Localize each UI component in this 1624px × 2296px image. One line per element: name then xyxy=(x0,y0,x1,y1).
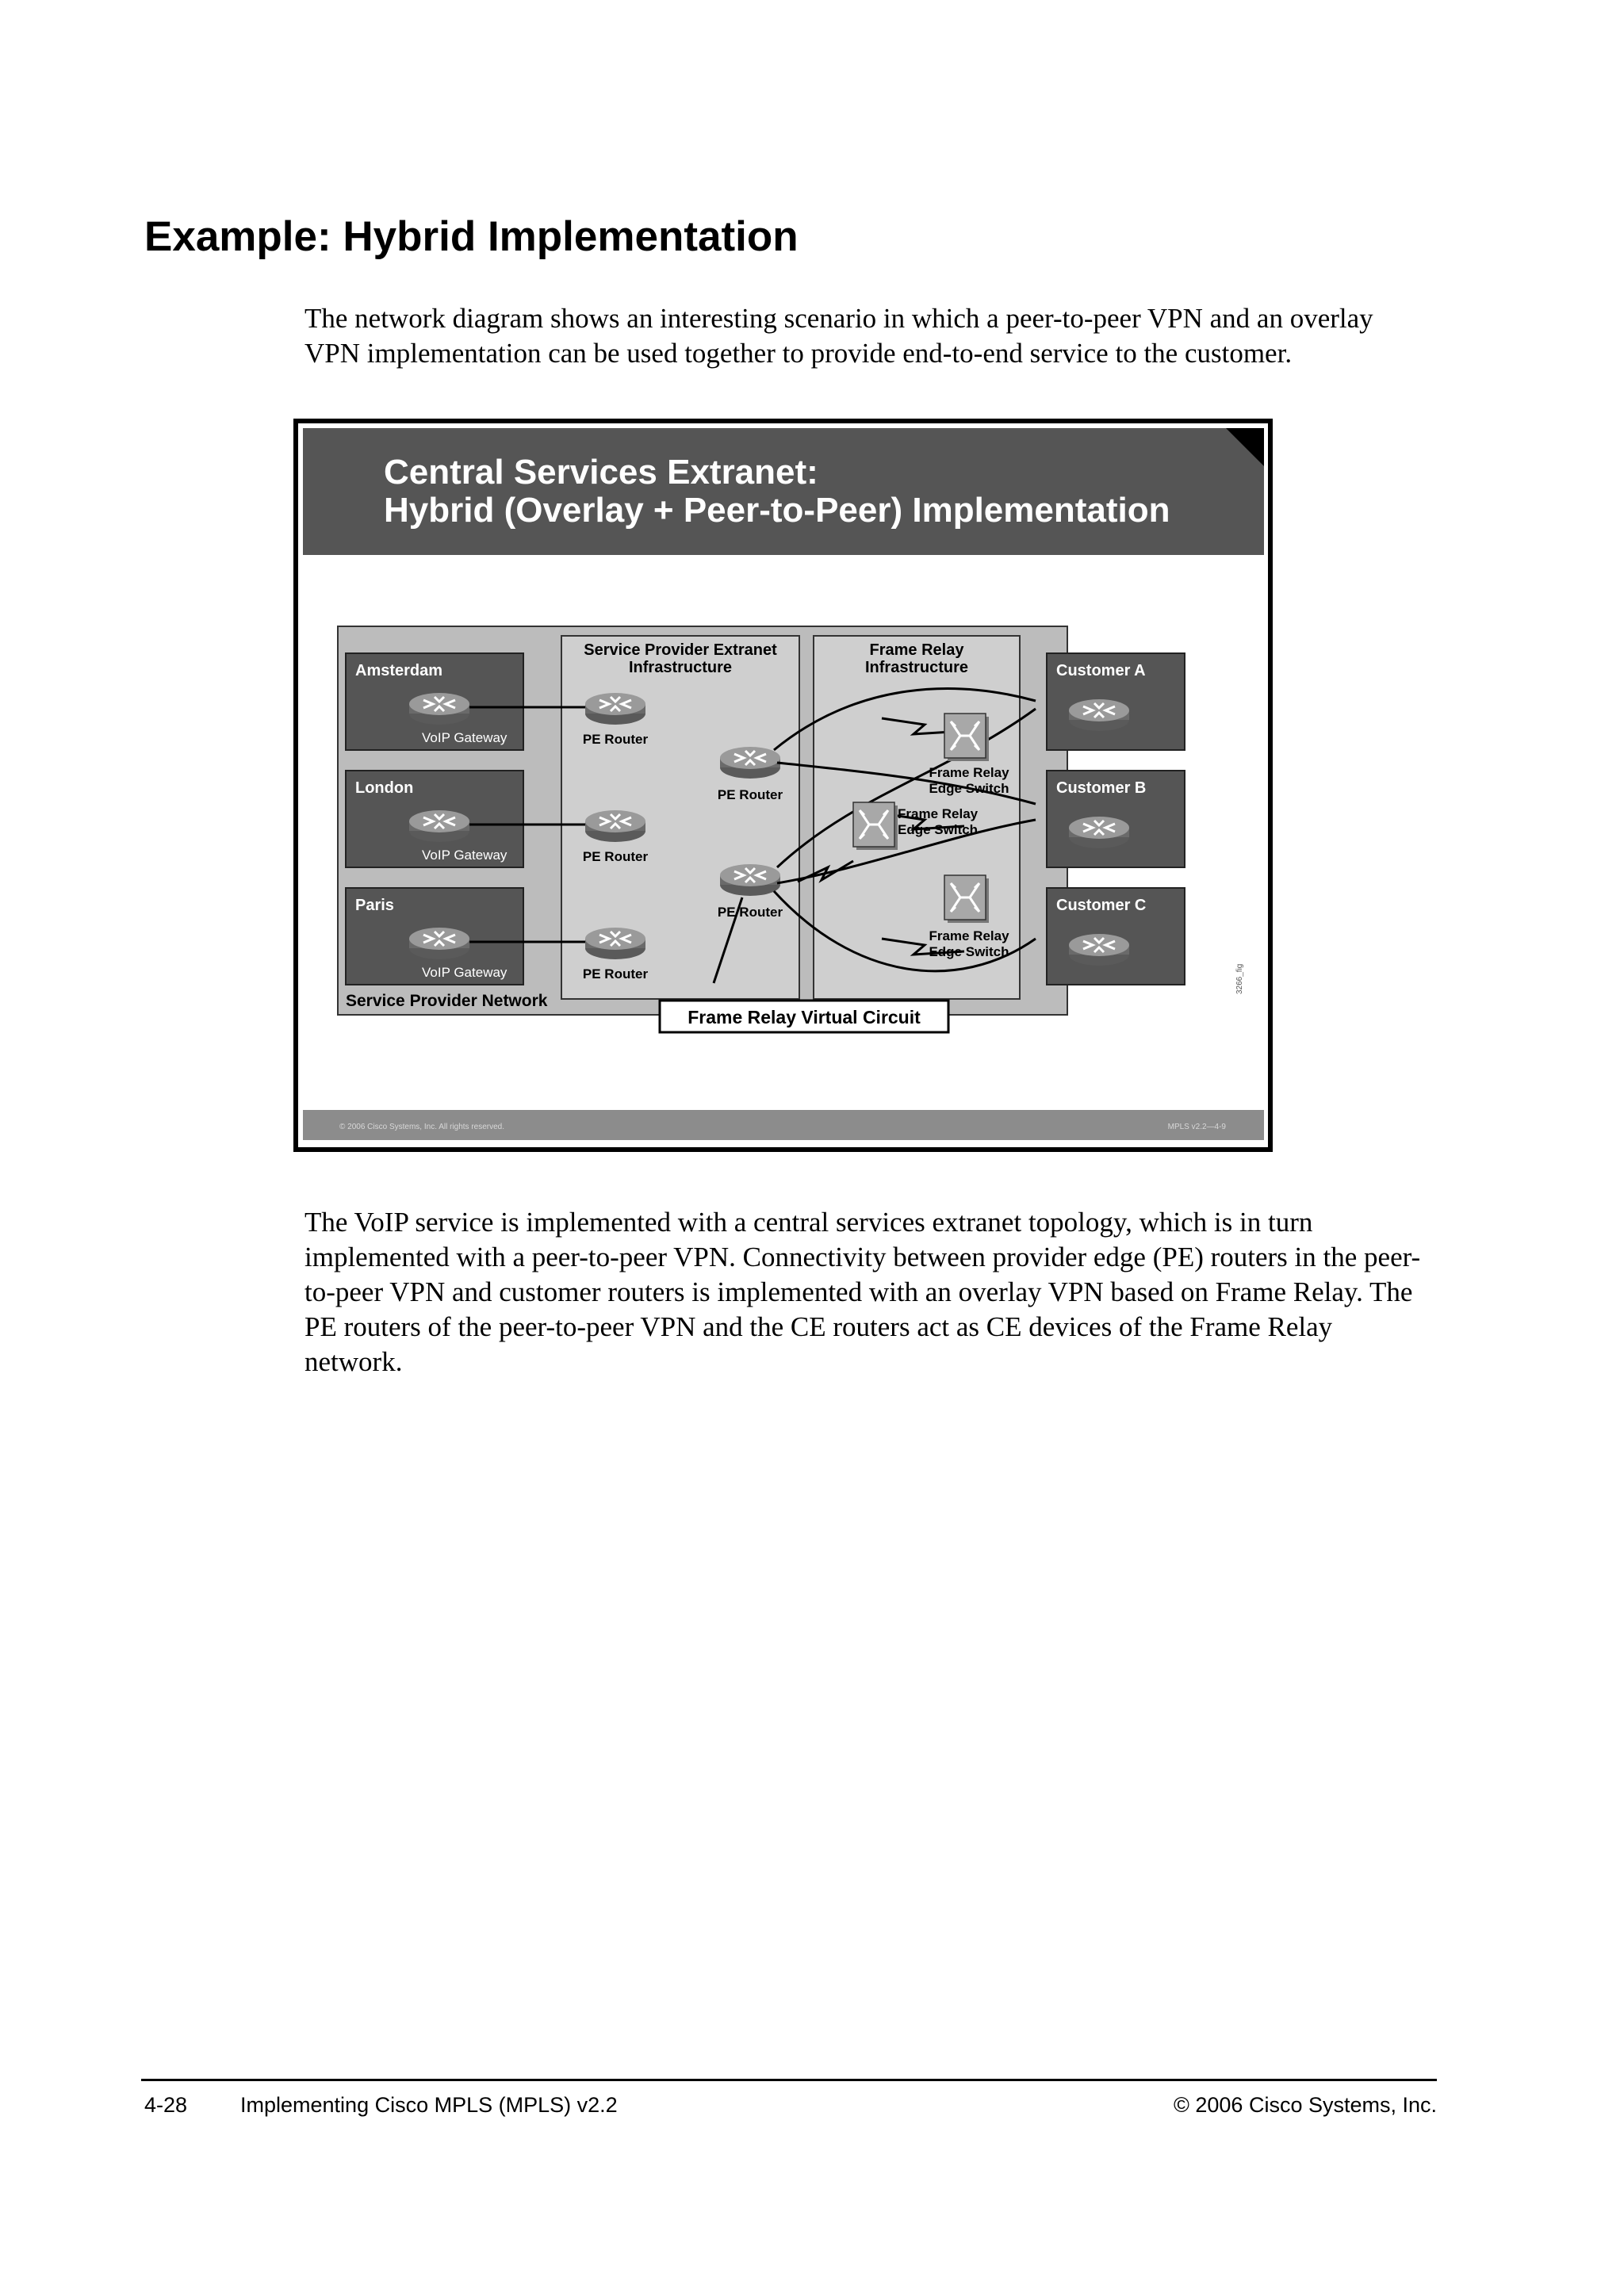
pe-router-3 xyxy=(585,928,645,959)
network-diagram xyxy=(298,423,1268,1147)
figure-id: 3266_fig xyxy=(1235,963,1244,994)
fr-edge-switch-2 xyxy=(853,802,898,850)
page-heading: Example: Hybrid Implementation xyxy=(144,213,799,260)
pe-router-5 xyxy=(720,864,780,896)
footer-rule xyxy=(141,2079,1437,2081)
pe-router-label: PE Router xyxy=(717,787,783,802)
switch-label-line1: Frame Relay xyxy=(929,928,1009,943)
site-paris xyxy=(346,888,523,985)
customer-name: Customer B xyxy=(1056,779,1147,797)
pe-router-label: PE Router xyxy=(717,905,783,920)
fr-label-line1: Frame Relay xyxy=(869,641,964,659)
body-paragraph: The VoIP service is implemented with a central services extranet topology, which is in turn implemented with a peer-to-peer VPN. Connectivity between provider edge (PE) routers in the peer-to-peer VPN and customer routers is implemented with an overlay VPN based on Frame Relay. The PE routers of the peer-to-peer VPN and the CE routers act as CE devices of the Frame Relay network. xyxy=(304,1207,1421,1377)
slide-figure xyxy=(293,419,1273,1152)
fr-edge-switch-1 xyxy=(944,714,989,761)
site-london xyxy=(346,771,523,867)
site-device: VoIP Gateway xyxy=(422,965,508,980)
pe-router-label: PE Router xyxy=(582,732,649,747)
switch-label-line2: Edge Switch xyxy=(929,944,1009,959)
slide-title-line1: Central Services Extranet: xyxy=(384,453,818,492)
pe-router-2 xyxy=(585,810,645,842)
provider-network-label: Service Provider Network xyxy=(346,992,548,1010)
slide-code: MPLS v2.2—4-9 xyxy=(1167,1123,1226,1131)
customer-c xyxy=(1047,888,1185,985)
site-name: Paris xyxy=(355,897,394,914)
site-name: London xyxy=(355,779,414,797)
customer-name: Customer C xyxy=(1056,897,1147,914)
switch-label-line2: Edge Switch xyxy=(929,781,1009,796)
switch-label-line2: Edge Switch xyxy=(898,822,979,837)
intro-paragraph: The network diagram shows an interesting scenario in which a peer-to-peer VPN and an overlay VPN implementation can be used together to provide end-to-end service to the customer. xyxy=(304,303,1373,369)
site-amsterdam xyxy=(346,653,523,750)
pe-router-4 xyxy=(720,747,780,779)
switch-label-line1: Frame Relay xyxy=(898,806,979,821)
slide-copyright: © 2006 Cisco Systems, Inc. All rights reserved. xyxy=(339,1123,505,1131)
customer-name: Customer A xyxy=(1056,662,1146,679)
footer-course-title: Implementing Cisco MPLS (MPLS) v2.2 xyxy=(240,2093,618,2117)
site-device: VoIP Gateway xyxy=(422,730,508,745)
customer-b xyxy=(1047,771,1185,867)
switch-label-line1: Frame Relay xyxy=(929,765,1009,780)
site-name: Amsterdam xyxy=(355,662,443,679)
vc-label: Frame Relay Virtual Circuit xyxy=(688,1007,921,1027)
customer-a xyxy=(1047,653,1185,750)
footer-copyright: © 2006 Cisco Systems, Inc. xyxy=(1173,2093,1437,2117)
footer-page-number: 4-28 xyxy=(144,2093,188,2117)
pe-router-label: PE Router xyxy=(582,849,649,864)
slide-title-line2: Hybrid (Overlay + Peer-to-Peer) Implementation xyxy=(384,491,1170,530)
fr-edge-switch-3 xyxy=(944,875,989,923)
extranet-label-line2: Infrastructure xyxy=(628,659,733,676)
pe-router-1 xyxy=(585,693,645,725)
site-device: VoIP Gateway xyxy=(422,848,508,863)
extranet-label-line1: Service Provider Extranet xyxy=(584,641,777,659)
fr-label-line2: Infrastructure xyxy=(864,659,969,676)
pe-router-label: PE Router xyxy=(582,966,649,982)
